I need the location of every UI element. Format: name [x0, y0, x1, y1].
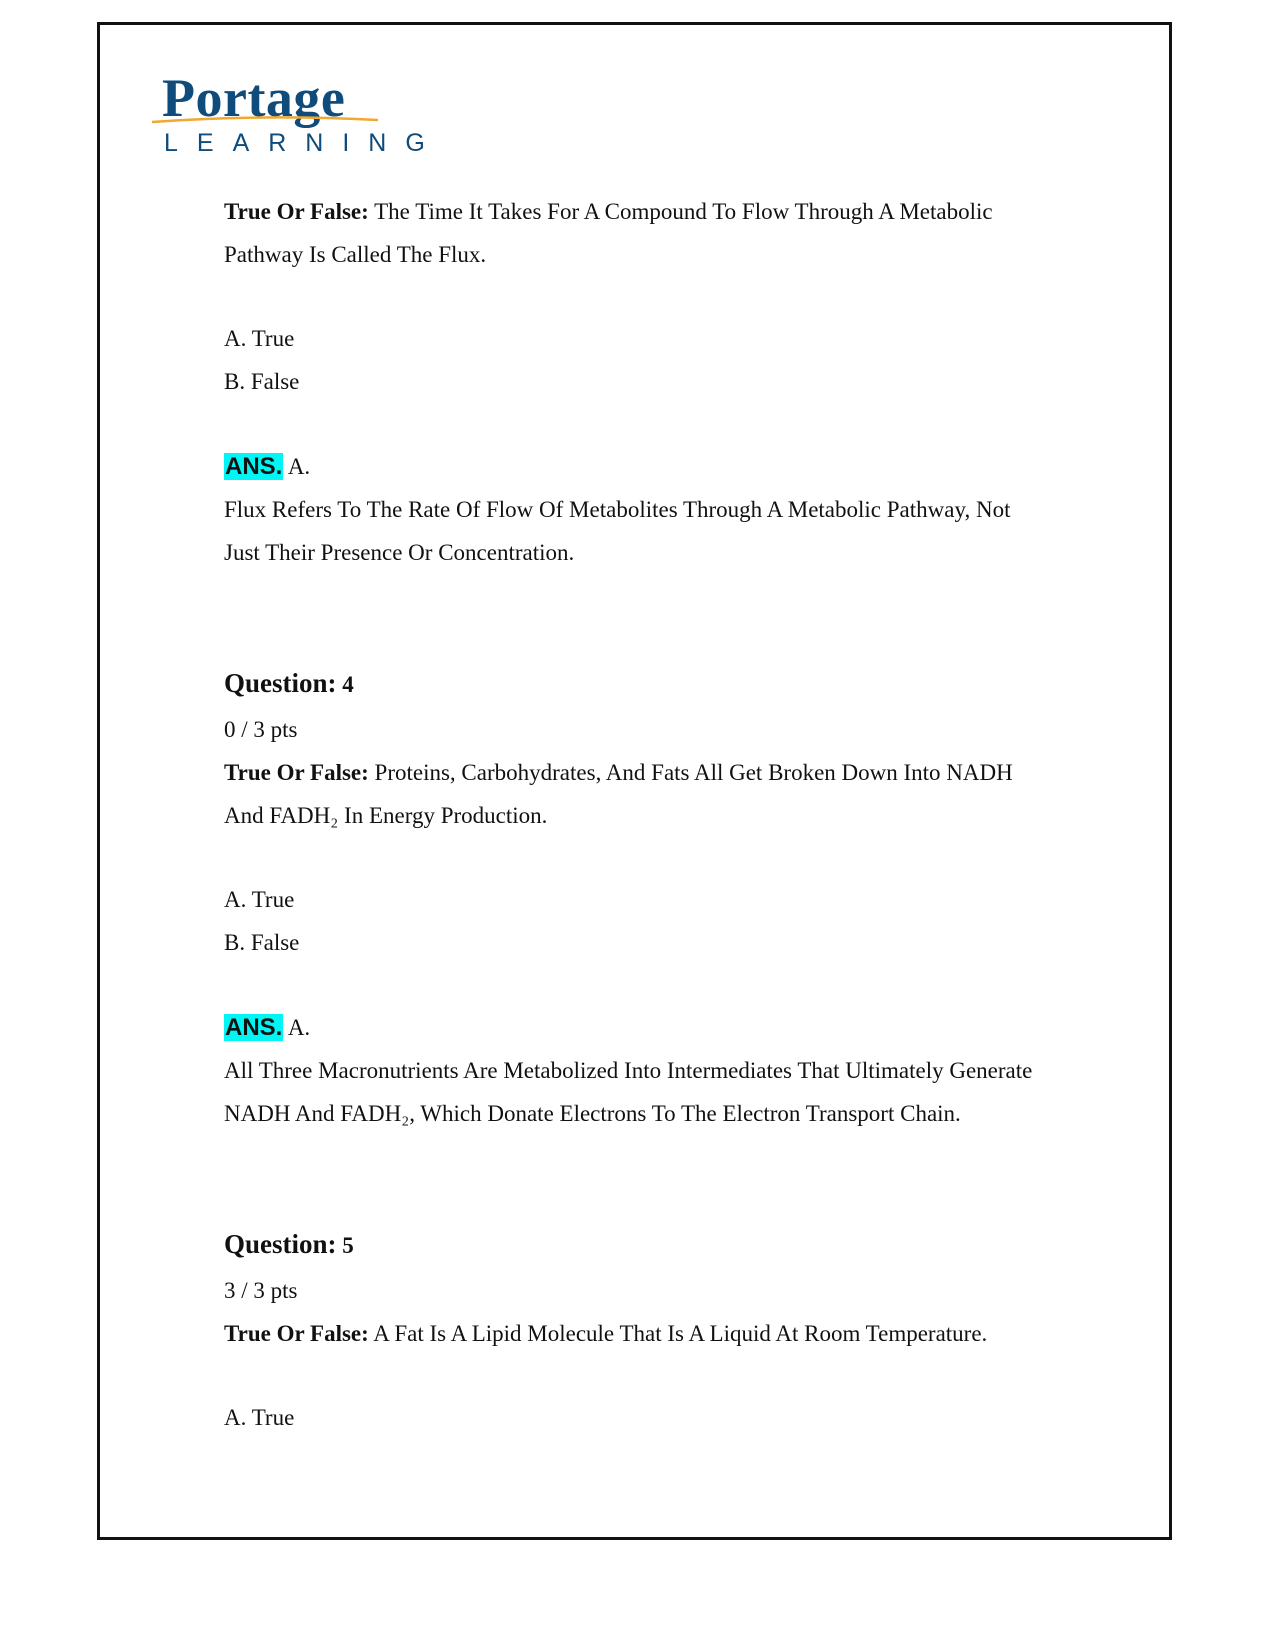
- q4-option-a: A. True: [224, 887, 295, 912]
- q4-ans-value: A.: [283, 1015, 311, 1040]
- q4-explanation-line1: All Three Macronutrients Are Metabolized Into Intermediates That Ultimately Generate: [224, 1058, 1033, 1083]
- q4-heading-label: Question:: [224, 668, 337, 698]
- q5-type-label: True Or False:: [224, 1321, 369, 1346]
- q3-explanation-line1: Flux Refers To The Rate Of Flow Of Metabolites Through A Metabolic Pathway, Not: [224, 497, 1011, 522]
- q5-score: 3 / 3 pts: [224, 1278, 298, 1303]
- q5-heading: [224, 1221, 1124, 1269]
- q3-prompt-line2: Pathway Is Called The Flux.: [224, 242, 487, 267]
- q4-prompt-line1: [224, 751, 1124, 794]
- q4-score: 0 / 3 pts: [224, 717, 298, 742]
- q3-prompt-line1: [224, 190, 1124, 233]
- q4-ans-badge: ANS.: [225, 1014, 283, 1041]
- q4-prompt-line2: And FADH₂ In Energy Production.: [224, 803, 548, 828]
- portage-learning-logo: [150, 68, 444, 168]
- q3-answer: [224, 445, 1124, 488]
- q3-type-label: True Or False:: [224, 199, 369, 224]
- logo-subtitle: LEARNING: [164, 129, 444, 157]
- logo-wordmark: Portage: [162, 68, 346, 128]
- q5-number: 5: [336, 1233, 354, 1258]
- q3-option-a: A. True: [224, 326, 295, 351]
- q4-number: 4: [336, 672, 354, 697]
- q4-heading: [224, 660, 1124, 708]
- q4-type-label: True Or False:: [224, 760, 369, 785]
- q4-answer: [224, 1006, 1124, 1049]
- q4-prompt-text: Proteins, Carbohydrates, And Fats All Get Broken Down Into NADH: [368, 760, 1013, 785]
- q5-heading-label: Question:: [224, 1229, 337, 1259]
- document-content: [224, 190, 1124, 1439]
- q4-explanation-line2: NADH And FADH₂, Which Donate Electrons To The Electron Transport Chain.: [224, 1101, 961, 1126]
- q5-prompt-text: A Fat Is A Lipid Molecule That Is A Liquid At Room Temperature.: [368, 1321, 988, 1346]
- q5-option-a: A. True: [224, 1405, 295, 1430]
- q4-option-b: B. False: [224, 930, 300, 955]
- q3-ans-value: A.: [283, 454, 311, 479]
- q3-explanation-line2: Just Their Presence Or Concentration.: [224, 540, 575, 565]
- q5-prompt-line1: [224, 1312, 1124, 1355]
- q3-prompt-text: The Time It Takes For A Compound To Flow Through A Metabolic: [368, 199, 993, 224]
- q3-ans-badge: ANS.: [225, 453, 283, 480]
- q3-option-b: B. False: [224, 369, 300, 394]
